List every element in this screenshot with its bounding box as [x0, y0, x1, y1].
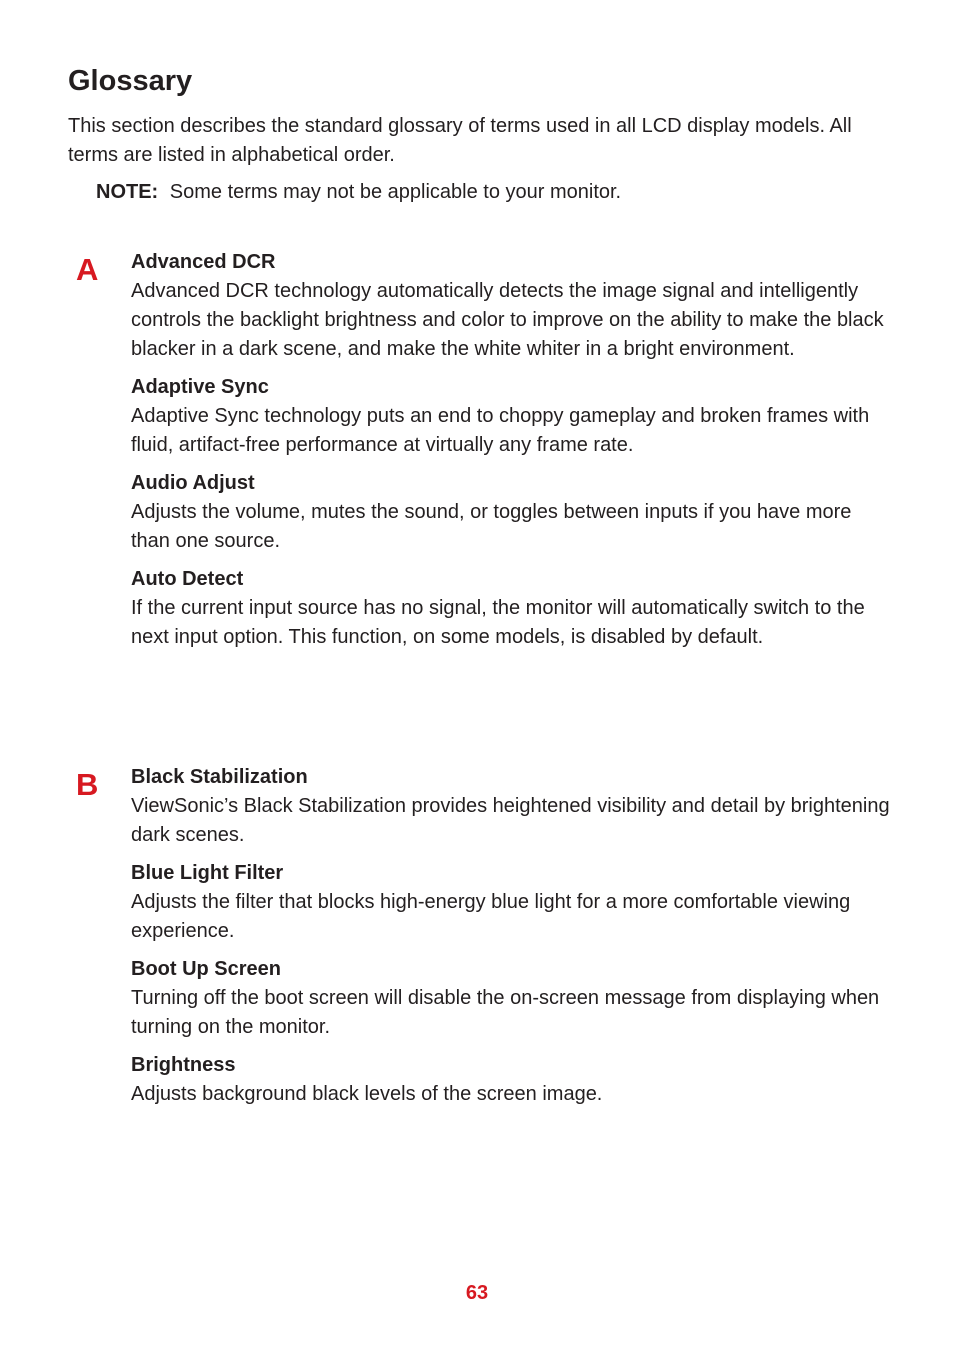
glossary-definition: Turning off the boot screen will disable the on-screen message from displaying when turning on the monitor. — [131, 987, 880, 1038]
glossary-entry — [131, 859, 891, 946]
glossary-term: Blue Light Filter — [131, 862, 284, 884]
glossary-definition: Adjusts background black levels of the screen image. — [131, 1083, 603, 1105]
glossary-term: Boot Up Screen — [131, 958, 282, 980]
glossary-definition: If the current input source has no signal, the monitor will automatically switch to the next input option. This function, on some models, is disabled by default. — [131, 597, 865, 648]
glossary-term: Auto Detect — [131, 568, 244, 590]
glossary-entry — [131, 248, 891, 364]
glossary-term: Audio Adjust — [131, 472, 255, 494]
glossary-entry — [131, 763, 891, 850]
glossary-entry — [131, 565, 891, 652]
glossary-definition: Adaptive Sync technology puts an end to choppy gameplay and broken frames with fluid, artifact-free performance at virtually any frame rate. — [131, 405, 870, 456]
glossary-entry — [131, 469, 891, 556]
section-letter-b: B — [76, 767, 99, 802]
page-number: 63 — [465, 1282, 489, 1304]
glossary-definition: Advanced DCR technology automatically detects the image signal and intelligently controls the backlight brightness and color to improve on the ability to make the black blacker in a dark scene, and make the white whiter in a bright environment. — [131, 280, 884, 360]
glossary-term: Adaptive Sync — [131, 376, 269, 398]
glossary-entry — [131, 373, 891, 460]
glossary-term: Brightness — [131, 1054, 236, 1076]
section-b-entries — [131, 763, 891, 1118]
section-a-entries — [131, 248, 891, 661]
glossary-definition: Adjusts the filter that blocks high-energy blue light for a more comfortable viewing experience. — [131, 891, 851, 942]
glossary-definition: ViewSonic’s Black Stabilization provides heightened visibility and detail by brightening dark scenes. — [131, 795, 890, 846]
glossary-term: Advanced DCR — [131, 251, 276, 273]
page-title: Glossary — [68, 65, 193, 97]
section-letter-a: A — [76, 252, 99, 287]
note-label: NOTE: — [96, 181, 159, 203]
intro-paragraph: This section describes the standard glossary of terms used in all LCD display models. All terms are listed in alphabetical order. — [68, 115, 852, 166]
note-text: Some terms may not be applicable to your monitor. — [169, 181, 622, 203]
note — [96, 178, 621, 207]
glossary-entry — [131, 1051, 891, 1109]
glossary-entry — [131, 955, 891, 1042]
glossary-definition: Adjusts the volume, mutes the sound, or toggles between inputs if you have more than one source. — [131, 501, 852, 552]
glossary-term: Black Stabilization — [131, 766, 308, 788]
